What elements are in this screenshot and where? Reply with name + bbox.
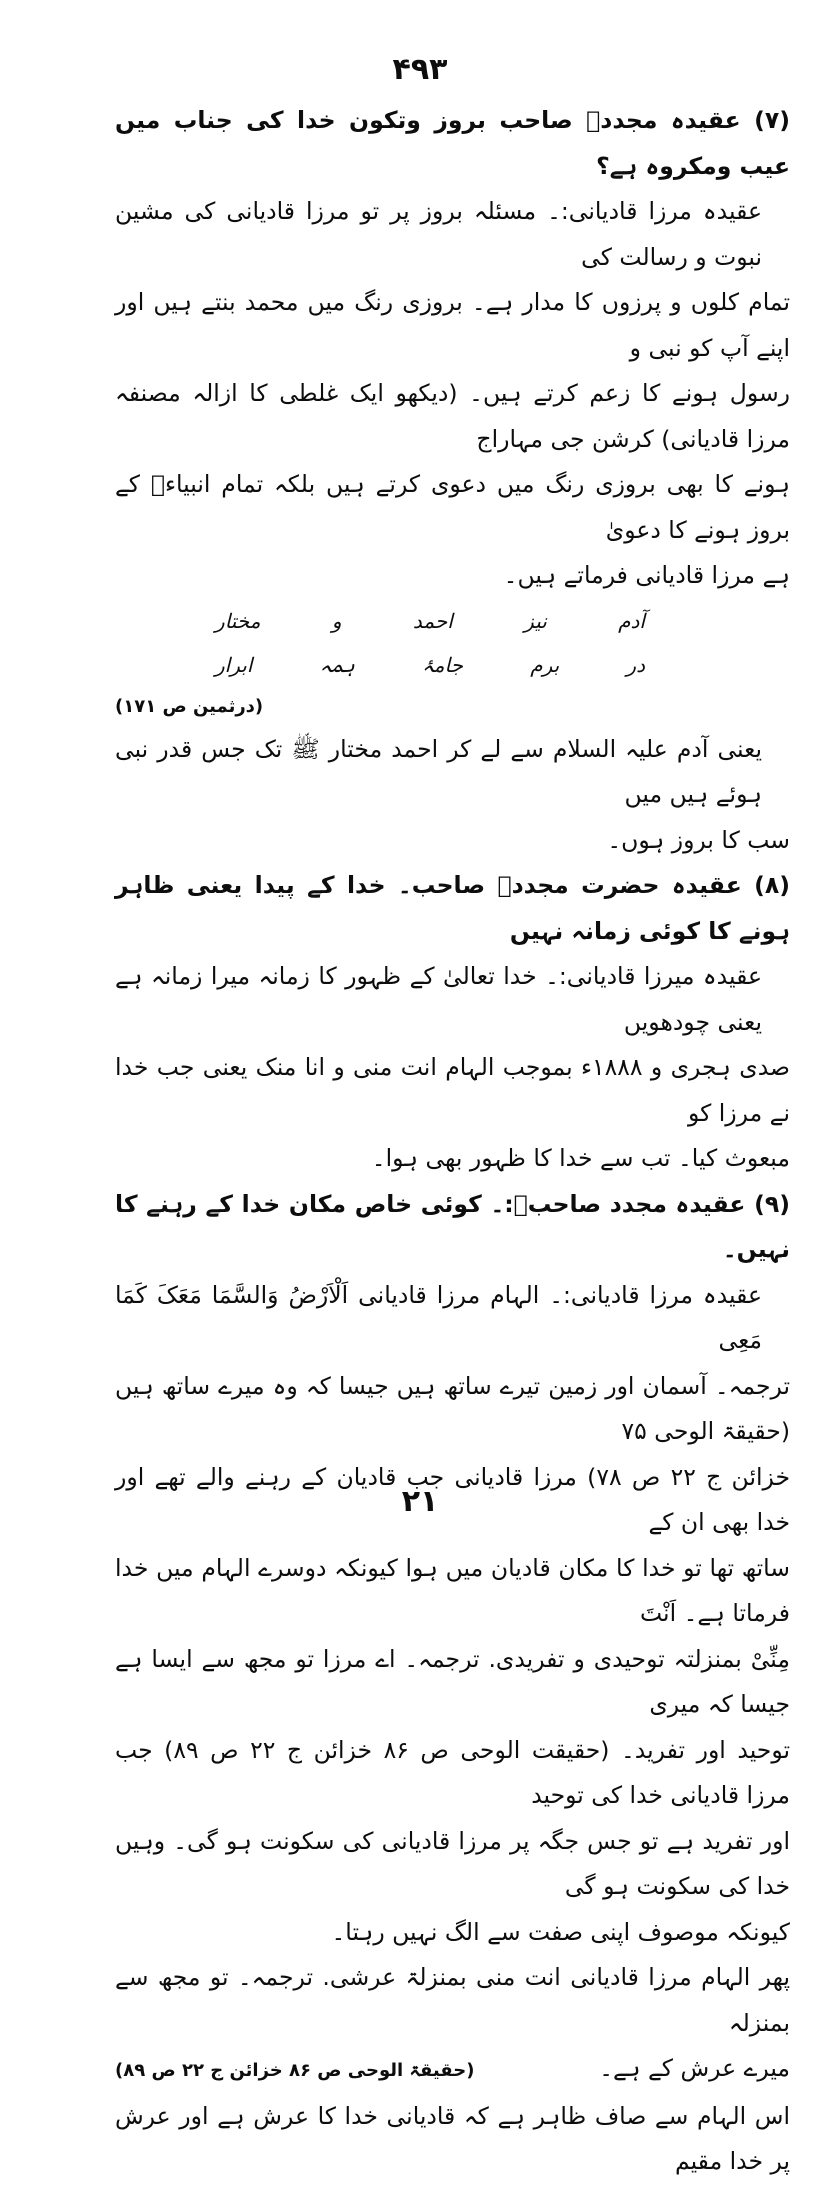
verse-word: مختار	[215, 608, 261, 633]
heading-8: (۸) عقیدہ حضرت مجددؒ صاحب۔ خدا کے پیدا یعنی ظاہر ہونے کا کوئی زمانہ نہیں	[115, 871, 790, 945]
text-line: عقیدہ مرزا قادیانی:۔ مسئلہ بروز پر تو مرزا قادیانی کی مشین نبوت و رسالت کی	[115, 197, 762, 271]
verse-word: جامۂ	[422, 652, 463, 677]
heading-7: (۷) عقیدہ مجددؒ صاحب بروز وتکون خدا کی جناب میں عیب ومکروہ ہے؟	[115, 106, 790, 180]
verse-word: احمد	[412, 608, 453, 633]
verse-word: نیز	[524, 608, 547, 633]
page-body	[115, 98, 790, 2185]
text-line: کیونکہ موصوف اپنی صفت سے الگ نہیں رہتا۔	[331, 1917, 790, 1946]
text-line: مِنِّیْ بمنزلتہ توحیدی و تفریدی. ترجمہ۔ اے مرزا تو مجھ سے ایسا ہے جیسا کہ میری	[115, 1644, 790, 1718]
text-line: ہے مرزا قادیانی فرماتے ہیں۔	[503, 561, 790, 589]
text-line: ہونے کا بھی بروزی رنگ میں دعوی کرتے ہیں بلکہ تمام انبیاءؑ کے بروز ہونے کا دعویٰ	[115, 470, 790, 544]
text-line: یعنی آدم علیہ السلام سے لے کر احمد مختار ﷺ تک جس قدر نبی ہوئے ہیں میں	[115, 734, 762, 808]
verse-word: ابرار	[215, 652, 253, 677]
reference-haqiqat-ul-wahi: (حقیقۃ الوحی ص ۸۶ خزائن ج ۲۲ ص ۸۹)	[115, 2060, 475, 2081]
verse-word: و	[331, 608, 342, 633]
text-line: ترجمہ۔ آسمان اور زمین تیرے ساتھ ہیں جیسا کہ وہ میرے ساتھ ہیں (حقیقۃ الوحی ۷۵	[115, 1371, 790, 1445]
verse-word: برم	[530, 652, 560, 677]
reference-durr-e-sameen: (درثمین ص ۱۷۱)	[115, 695, 264, 717]
text-line: پھر الہام مرزا قادیانی انت منی بمنزلۃ عرشی. ترجمہ۔ تو مجھ سے بمنزلہ	[115, 1963, 790, 2037]
text-line: اس الہام سے صاف ظاہر ہے کہ قادیانی خدا کا عرش ہے اور عرش پر خدا مقیم	[115, 2101, 790, 2175]
text-line: عقیدہ میرزا قادیانی:۔ خدا تعالیٰ کے ظہور کا زمانہ میرا زمانہ ہے یعنی چودھویں	[115, 962, 762, 1036]
text-line: میرے عرش کے ہے۔	[599, 2054, 790, 2082]
text-line: صدی ہجری و ۱۸۸۸ء بموجب الہام انت منی و انا منک یعنی جب خدا نے مرزا کو	[115, 1053, 790, 1127]
text-line: رسول ہونے کا زعم کرتے ہیں۔ (دیکھو ایک غلطی کا ازالہ مصنفہ مرزا قادیانی) کرشن جی مہاراج	[115, 379, 790, 453]
text-line: مبعوث کیا۔ تب سے خدا کا ظہور بھی ہوا۔	[371, 1144, 790, 1172]
text-line: ساتھ تھا تو خدا کا مکان قادیان میں ہوا کیونکہ دوسرے الہام میں خدا فرماتا ہے۔ اَنْتَ	[115, 1553, 790, 1627]
page-number-bottom: ۲۱	[401, 1484, 439, 1519]
text-line: توحید اور تفرید۔ (حقیقت الوحی ص ۸۶ خزائن ج ۲۲ ص ۸۹) جب مرزا قادیانی خدا کی توحید	[115, 1735, 791, 1809]
text-line-with-reference	[115, 2046, 790, 2094]
verse-word: ہمہ	[319, 652, 355, 677]
text-line: اور تفرید ہے تو جس جگہ پر مرزا قادیانی کی سکونت ہو گی۔ وہیں خدا کی سکونت ہو گی	[115, 1826, 790, 1900]
persian-verse-line-1	[215, 599, 645, 643]
text-line: خزائن ج ۲۲ ص ۷۸) مرزا قادیانی جب قادیان کے رہنے والے تھے اور خدا بھی ان کے	[115, 1462, 791, 1536]
page-number-top: ۴۹۳	[392, 52, 448, 87]
text-line: عقیدہ مرزا قادیانی:۔ الہام مرزا قادیانی اَلْاَرْضُ وَالسَّمَا مَعَکَ کَمَا مَعِی	[115, 1280, 762, 1354]
persian-verse-line-2	[215, 643, 645, 687]
text-line: تمام کلوں و پرزوں کا مدار ہے۔ بروزی رنگ میں محمد بنتے ہیں اور اپنے آپ کو نبی و	[115, 288, 790, 362]
text-line: سب کا بروز ہوں۔	[607, 825, 790, 854]
verse-word: آدم	[618, 608, 645, 633]
heading-9: (۹) عقیدہ مجدد صاحبؒ:۔ کوئی خاص مکان خدا کے رہنے کا نہیں۔	[115, 1189, 790, 1263]
verse-word: در	[626, 652, 645, 677]
